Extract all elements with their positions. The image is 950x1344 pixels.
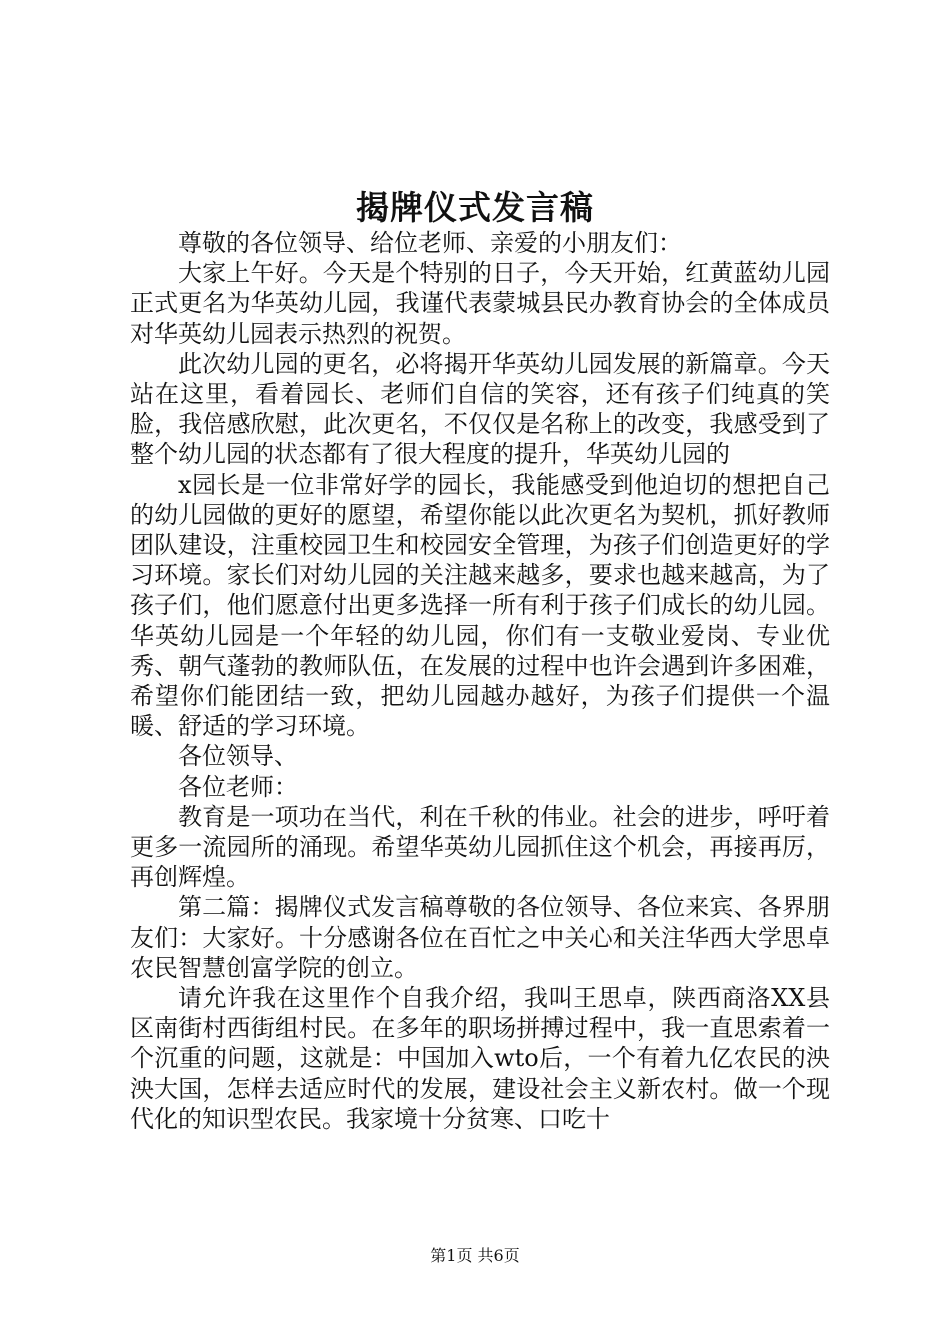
paragraph-introduction: 请允许我在这里作个自我介绍，我叫王思卓，陕西商洛XX县区南街村西街组村民。在多年的职场拼搏过程中，我一直思索着一个沉重的问题，这就是：中国加入wto后，一个有着九亿农民的泱泱大国，怎样去适应时代的发展，建设社会主义新农村。做一个现代化的知识型农民。我家境十分贫寒、口吃十 [130, 984, 830, 1133]
paragraph-renaming: 此次幼儿园的更名，必将揭开华英幼儿园发展的新篇章。今天站在这里，看着园长、老师们自信的笑容，还有孩子们纯真的笑脸，我倍感欣慰，此次更名，不仅仅是名称上的改变，我感受到了整个幼儿园的状态都有了很大程度的提升，华英幼儿园的 [130, 349, 830, 469]
paragraph-teachers: 各位老师： [178, 772, 298, 801]
paragraph-greeting: 尊敬的各位领导、给位老师、亲爱的小朋友们： [178, 229, 682, 257]
paragraph-second-speech: 第二篇：揭牌仪式发言稿尊敬的各位领导、各位来宾、各界朋友们：大家好。十分感谢各位在百忙之中关心和关注华西大学思卓农民智慧创富学院的创立。 [130, 893, 830, 982]
document-body [130, 228, 830, 1134]
paragraph-leaders: 各位领导、 [178, 742, 298, 771]
paragraph-education: 教育是一项功在当代，利在千秋的伟业。社会的进步，呼吁着更多一流园所的涌现。希望华英幼儿园抓住这个机会，再接再厉，再创辉煌。 [130, 802, 830, 892]
document-title: 揭牌仪式发言稿 [356, 188, 594, 227]
paragraph-principal: x园长是一位非常好学的园长，我能感受到他迫切的想把自己的幼儿园做的更好的愿望，希望你能以此次更名为契机，抓好教师团队建设，注重校园卫生和校园安全管理，为孩子们创造更好的学习环境。家长们对幼儿园的关注越来越多，要求也越来越高，为了孩子们，他们愿意付出更多选择一所有利于孩子们成长的幼儿园。华英幼儿园是一个年轻的幼儿园，你们有一支敬业爱岗、专业优秀、朝气蓬勃的教师队伍，在发展的过程中也许会遇到许多困难，希望你们能团结一致，把幼儿园越办越好，为孩子们提供一个温暖、舒适的学习环境。 [130, 470, 830, 741]
page-footer: 第1页 共6页 [430, 1246, 520, 1265]
paragraph-opening: 大家上午好。今天是个特别的日子，今天开始，红黄蓝幼儿园正式更名为华英幼儿园，我谨代表蒙城县民办教育协会的全体成员对华英幼儿园表示热烈的祝贺。 [130, 259, 830, 348]
